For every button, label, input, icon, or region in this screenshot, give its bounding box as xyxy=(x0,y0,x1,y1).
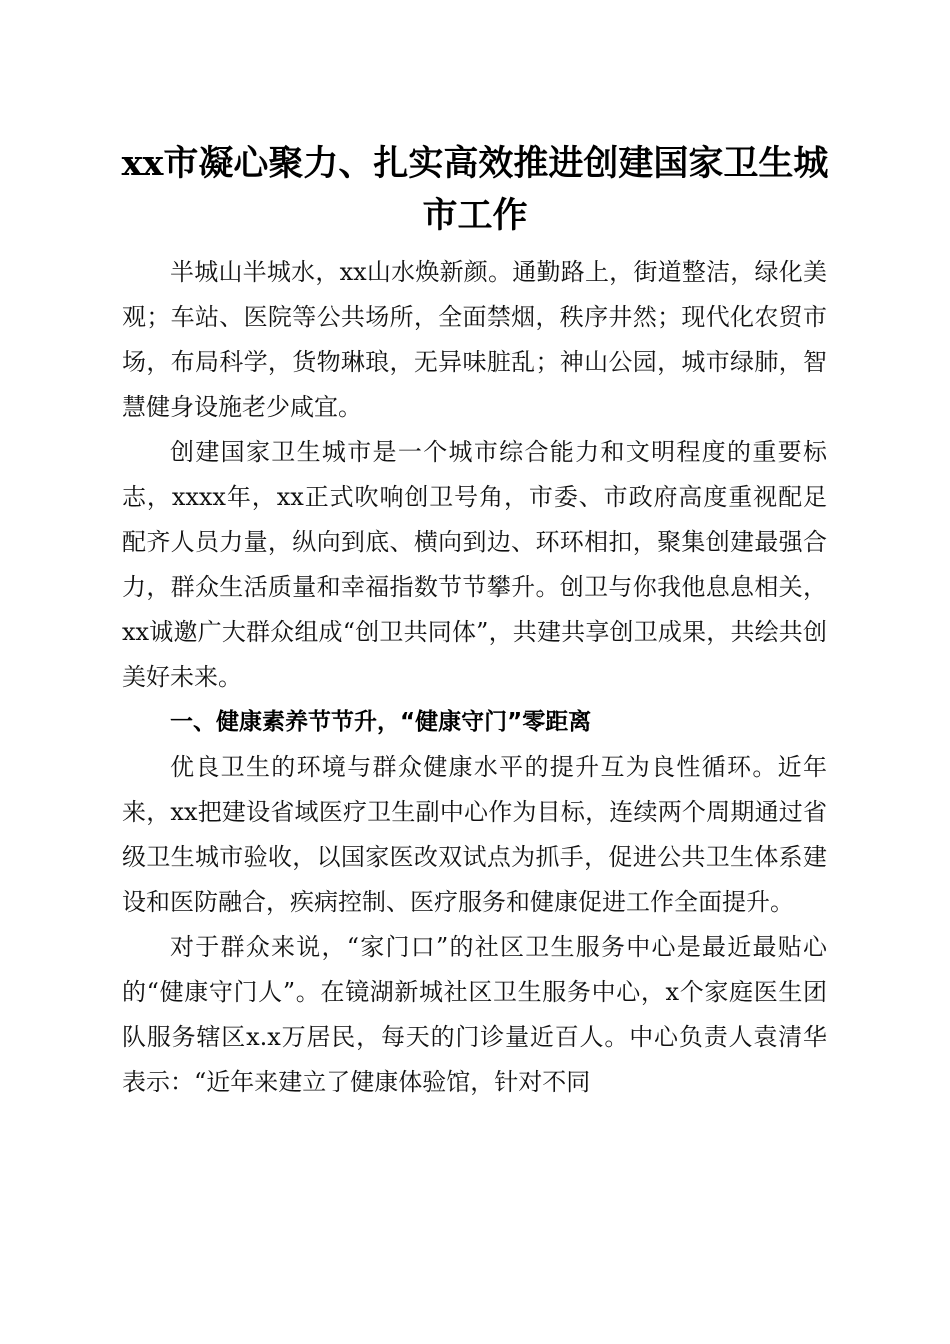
intro-paragraph: 半城山半城水，xx山水焕新颜。通勤路上，街道整洁，绿化美观；车站、医院等公共场所，全面禁烟，秩序井然；现代化农贸市场，布局科学，货物琳琅，无异味脏乱；神山公园，城市绿肺，智慧健身设施老少咸宜。 xyxy=(122,258,827,421)
section-paragraph: 对于群众来说，“家门口”的社区卫生服务中心是最近最贴心的“健康守门人”。在镜湖新城社区卫生服务中心，x个家庭医生团队服务辖区x.x万居民，每天的门诊量近百人。中心负责人袁清华表示：“近年来建立了健康体验馆，针对不同 xyxy=(122,933,827,1096)
document-body xyxy=(122,250,827,1105)
overview-paragraph: 创建国家卫生城市是一个城市综合能力和文明程度的重要标志，xxxx年，xx正式吹响创卫号角，市委、市政府高度重视配足配齐人员力量，纵向到底、横向到边、环环相扣，聚集创建最强合力，群众生活质量和幸福指数节节攀升。创卫与你我他息息相关，xx诚邀广大群众组成“创卫共同体”，共建共享创卫成果，共绘共创美好未来。 xyxy=(122,438,827,691)
section-paragraph: 优良卫生的环境与群众健康水平的提升互为良性循环。近年来，xx把建设省域医疗卫生副中心作为目标，连续两个周期通过省级卫生城市验收，以国家医改双试点为抓手，促进公共卫生体系建设和医防融合，疾病控制、医疗服务和健康促进工作全面提升。 xyxy=(122,753,827,916)
document-title: xx市凝心聚力、扎实高效推进创建国家卫生城市工作 xyxy=(121,143,829,236)
section-heading: 一、健康素养节节升，“健康守门”零距离 xyxy=(170,709,592,735)
